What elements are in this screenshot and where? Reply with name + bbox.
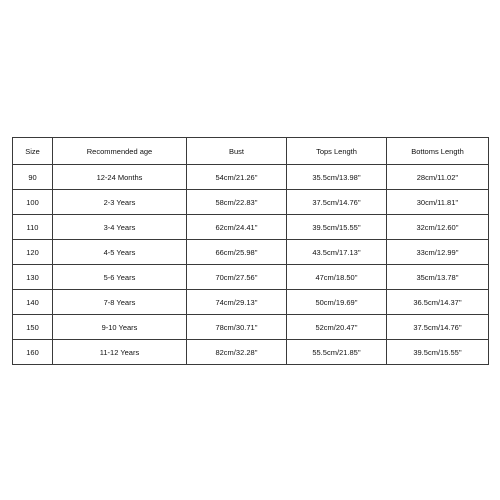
table-row xyxy=(13,215,489,240)
cell-bottoms-length: 37.5cm/14.76'' xyxy=(387,315,489,340)
cell-tops-length: 55.5cm/21.85'' xyxy=(287,340,387,365)
cell-bottoms-length: 35cm/13.78'' xyxy=(387,265,489,290)
cell-bottoms-length: 32cm/12.60'' xyxy=(387,215,489,240)
size-chart-table xyxy=(12,137,489,365)
cell-size: 110 xyxy=(13,215,53,240)
cell-bust: 74cm/29.13'' xyxy=(187,290,287,315)
table-row xyxy=(13,240,489,265)
cell-size: 150 xyxy=(13,315,53,340)
cell-size: 160 xyxy=(13,340,53,365)
cell-bust: 82cm/32.28'' xyxy=(187,340,287,365)
header-cell-recommended-age: Recommended age xyxy=(53,138,187,165)
cell-tops-length: 47cm/18.50'' xyxy=(287,265,387,290)
cell-tops-length: 50cm/19.69'' xyxy=(287,290,387,315)
cell-recommended-age: 12-24 Months xyxy=(53,165,187,190)
cell-size: 140 xyxy=(13,290,53,315)
header-cell-bottoms-length: Bottoms Length xyxy=(387,138,489,165)
cell-bust: 78cm/30.71'' xyxy=(187,315,287,340)
cell-bottoms-length: 36.5cm/14.37'' xyxy=(387,290,489,315)
header-cell-bust: Bust xyxy=(187,138,287,165)
cell-bust: 66cm/25.98'' xyxy=(187,240,287,265)
cell-bust: 62cm/24.41'' xyxy=(187,215,287,240)
header-cell-tops-length: Tops Length xyxy=(287,138,387,165)
table-row xyxy=(13,165,489,190)
header-row xyxy=(13,138,489,165)
cell-recommended-age: 2-3 Years xyxy=(53,190,187,215)
header-cell-size: Size xyxy=(13,138,53,165)
cell-bust: 58cm/22.83'' xyxy=(187,190,287,215)
cell-size: 100 xyxy=(13,190,53,215)
table-row xyxy=(13,190,489,215)
cell-bottoms-length: 39.5cm/15.55'' xyxy=(387,340,489,365)
cell-recommended-age: 11-12 Years xyxy=(53,340,187,365)
cell-tops-length: 37.5cm/14.76'' xyxy=(287,190,387,215)
cell-recommended-age: 4-5 Years xyxy=(53,240,187,265)
cell-tops-length: 43.5cm/17.13'' xyxy=(287,240,387,265)
cell-tops-length: 52cm/20.47'' xyxy=(287,315,387,340)
cell-size: 120 xyxy=(13,240,53,265)
cell-bottoms-length: 30cm/11.81'' xyxy=(387,190,489,215)
table-row xyxy=(13,290,489,315)
cell-bust: 54cm/21.26'' xyxy=(187,165,287,190)
cell-bottoms-length: 28cm/11.02'' xyxy=(387,165,489,190)
cell-bottoms-length: 33cm/12.99'' xyxy=(387,240,489,265)
cell-size: 90 xyxy=(13,165,53,190)
cell-recommended-age: 7-8 Years xyxy=(53,290,187,315)
table-row xyxy=(13,315,489,340)
table-row xyxy=(13,265,489,290)
cell-bust: 70cm/27.56'' xyxy=(187,265,287,290)
cell-size: 130 xyxy=(13,265,53,290)
cell-tops-length: 35.5cm/13.98'' xyxy=(287,165,387,190)
cell-recommended-age: 9-10 Years xyxy=(53,315,187,340)
cell-tops-length: 39.5cm/15.55'' xyxy=(287,215,387,240)
cell-recommended-age: 5-6 Years xyxy=(53,265,187,290)
cell-recommended-age: 3-4 Years xyxy=(53,215,187,240)
table-row xyxy=(13,340,489,365)
